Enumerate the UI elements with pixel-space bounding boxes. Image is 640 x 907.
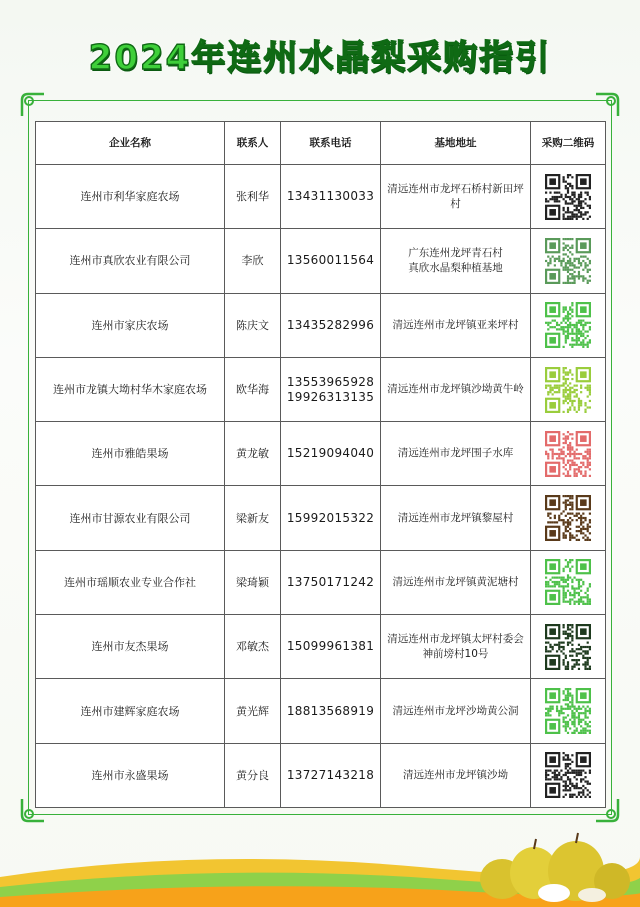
phone-cell: 15219094040	[281, 422, 381, 486]
contact-cell: 黄龙敏	[225, 422, 281, 486]
address-cell: 清远连州市龙坪镇亚来坪村	[381, 293, 531, 357]
contact-cell: 邓敏杰	[225, 615, 281, 679]
phone-cell: 15099961381	[281, 615, 381, 679]
table-row	[36, 550, 606, 614]
qr-cell	[531, 229, 606, 293]
table-row	[36, 615, 606, 679]
address-cell: 清远连州市龙坪沙坳黄公洞	[381, 679, 531, 743]
qr-code-icon[interactable]	[545, 174, 591, 220]
address-cell: 清远连州市龙坪镇黎屋村	[381, 486, 531, 550]
address-cell: 清远连州市龙坪围子水库	[381, 422, 531, 486]
contact-cell: 李欣	[225, 229, 281, 293]
address-cell: 清远连州市龙坪镇沙坳	[381, 743, 531, 807]
qr-code-icon[interactable]	[545, 367, 591, 413]
qr-code-icon[interactable]	[545, 302, 591, 348]
address-cell: 广东连州龙坪青石村 真欣水晶梨种植基地	[381, 229, 531, 293]
qr-cell	[531, 743, 606, 807]
phone-cell: 13727143218	[281, 743, 381, 807]
table-row	[36, 486, 606, 550]
header-company: 企业名称	[36, 122, 225, 165]
company-cell: 连州市建辉家庭农场	[36, 679, 225, 743]
qr-cell	[531, 293, 606, 357]
contact-cell: 梁琦颖	[225, 550, 281, 614]
address-cell: 清远连州市龙坪镇太坪村委会 神前塝村10号	[381, 615, 531, 679]
qr-code-icon[interactable]	[545, 495, 591, 541]
table-row	[36, 357, 606, 421]
qr-cell	[531, 422, 606, 486]
qr-cell	[531, 679, 606, 743]
table-row	[36, 293, 606, 357]
phone-cell: 13435282996	[281, 293, 381, 357]
address-cell: 清远连州市龙坪镇沙坳黄牛岭	[381, 357, 531, 421]
qr-cell	[531, 357, 606, 421]
header-qr: 采购二维码	[531, 122, 606, 165]
qr-cell	[531, 550, 606, 614]
phone-cell: 13750171242	[281, 550, 381, 614]
qr-code-icon[interactable]	[545, 688, 591, 734]
contact-cell: 陈庆文	[225, 293, 281, 357]
contact-cell: 黄分良	[225, 743, 281, 807]
page-title: 2024年连州水晶梨采购指引	[88, 38, 552, 78]
pear-fruit-illustration-icon	[472, 831, 632, 903]
address-cell: 清远连州市龙坪石桥村新田坪村	[381, 165, 531, 229]
company-cell: 连州市友杰果场	[36, 615, 225, 679]
table-row	[36, 743, 606, 807]
header-phone: 联系电话	[281, 122, 381, 165]
company-cell: 连州市家庆农场	[36, 293, 225, 357]
contact-cell: 张利华	[225, 165, 281, 229]
qr-code-icon[interactable]	[545, 752, 591, 798]
company-cell: 连州市真欣农业有限公司	[36, 229, 225, 293]
qr-code-icon[interactable]	[545, 238, 591, 284]
table-header-row	[36, 122, 606, 165]
address-cell: 清远连州市龙坪镇黄泥塘村	[381, 550, 531, 614]
contact-cell: 梁新友	[225, 486, 281, 550]
company-cell: 连州市雅皓果场	[36, 422, 225, 486]
qr-cell	[531, 165, 606, 229]
contact-cell: 欧华海	[225, 357, 281, 421]
qr-code-icon[interactable]	[545, 431, 591, 477]
qr-cell	[531, 615, 606, 679]
company-cell: 连州市利华家庭农场	[36, 165, 225, 229]
phone-cell: 13431130033	[281, 165, 381, 229]
qr-code-icon[interactable]	[545, 624, 591, 670]
table-row	[36, 422, 606, 486]
phone-cell: 13560011564	[281, 229, 381, 293]
phone-cell: 18813568919	[281, 679, 381, 743]
company-cell: 连州市甘源农业有限公司	[36, 486, 225, 550]
corner-ornament-icon	[20, 92, 46, 118]
company-cell: 连州市瑶顺农业专业合作社	[36, 550, 225, 614]
company-cell: 连州市龙镇大坳村华木家庭农场	[36, 357, 225, 421]
company-cell: 连州市永盛果场	[36, 743, 225, 807]
supplier-table	[35, 121, 606, 808]
corner-ornament-icon	[594, 92, 620, 118]
qr-code-icon[interactable]	[545, 559, 591, 605]
phone-cell: 15992015322	[281, 486, 381, 550]
header-address: 基地地址	[381, 122, 531, 165]
contact-cell: 黄光辉	[225, 679, 281, 743]
table-row	[36, 679, 606, 743]
table-row	[36, 229, 606, 293]
table-row	[36, 165, 606, 229]
phone-cell: 13553965928 19926313135	[281, 357, 381, 421]
header-contact: 联系人	[225, 122, 281, 165]
qr-cell	[531, 486, 606, 550]
